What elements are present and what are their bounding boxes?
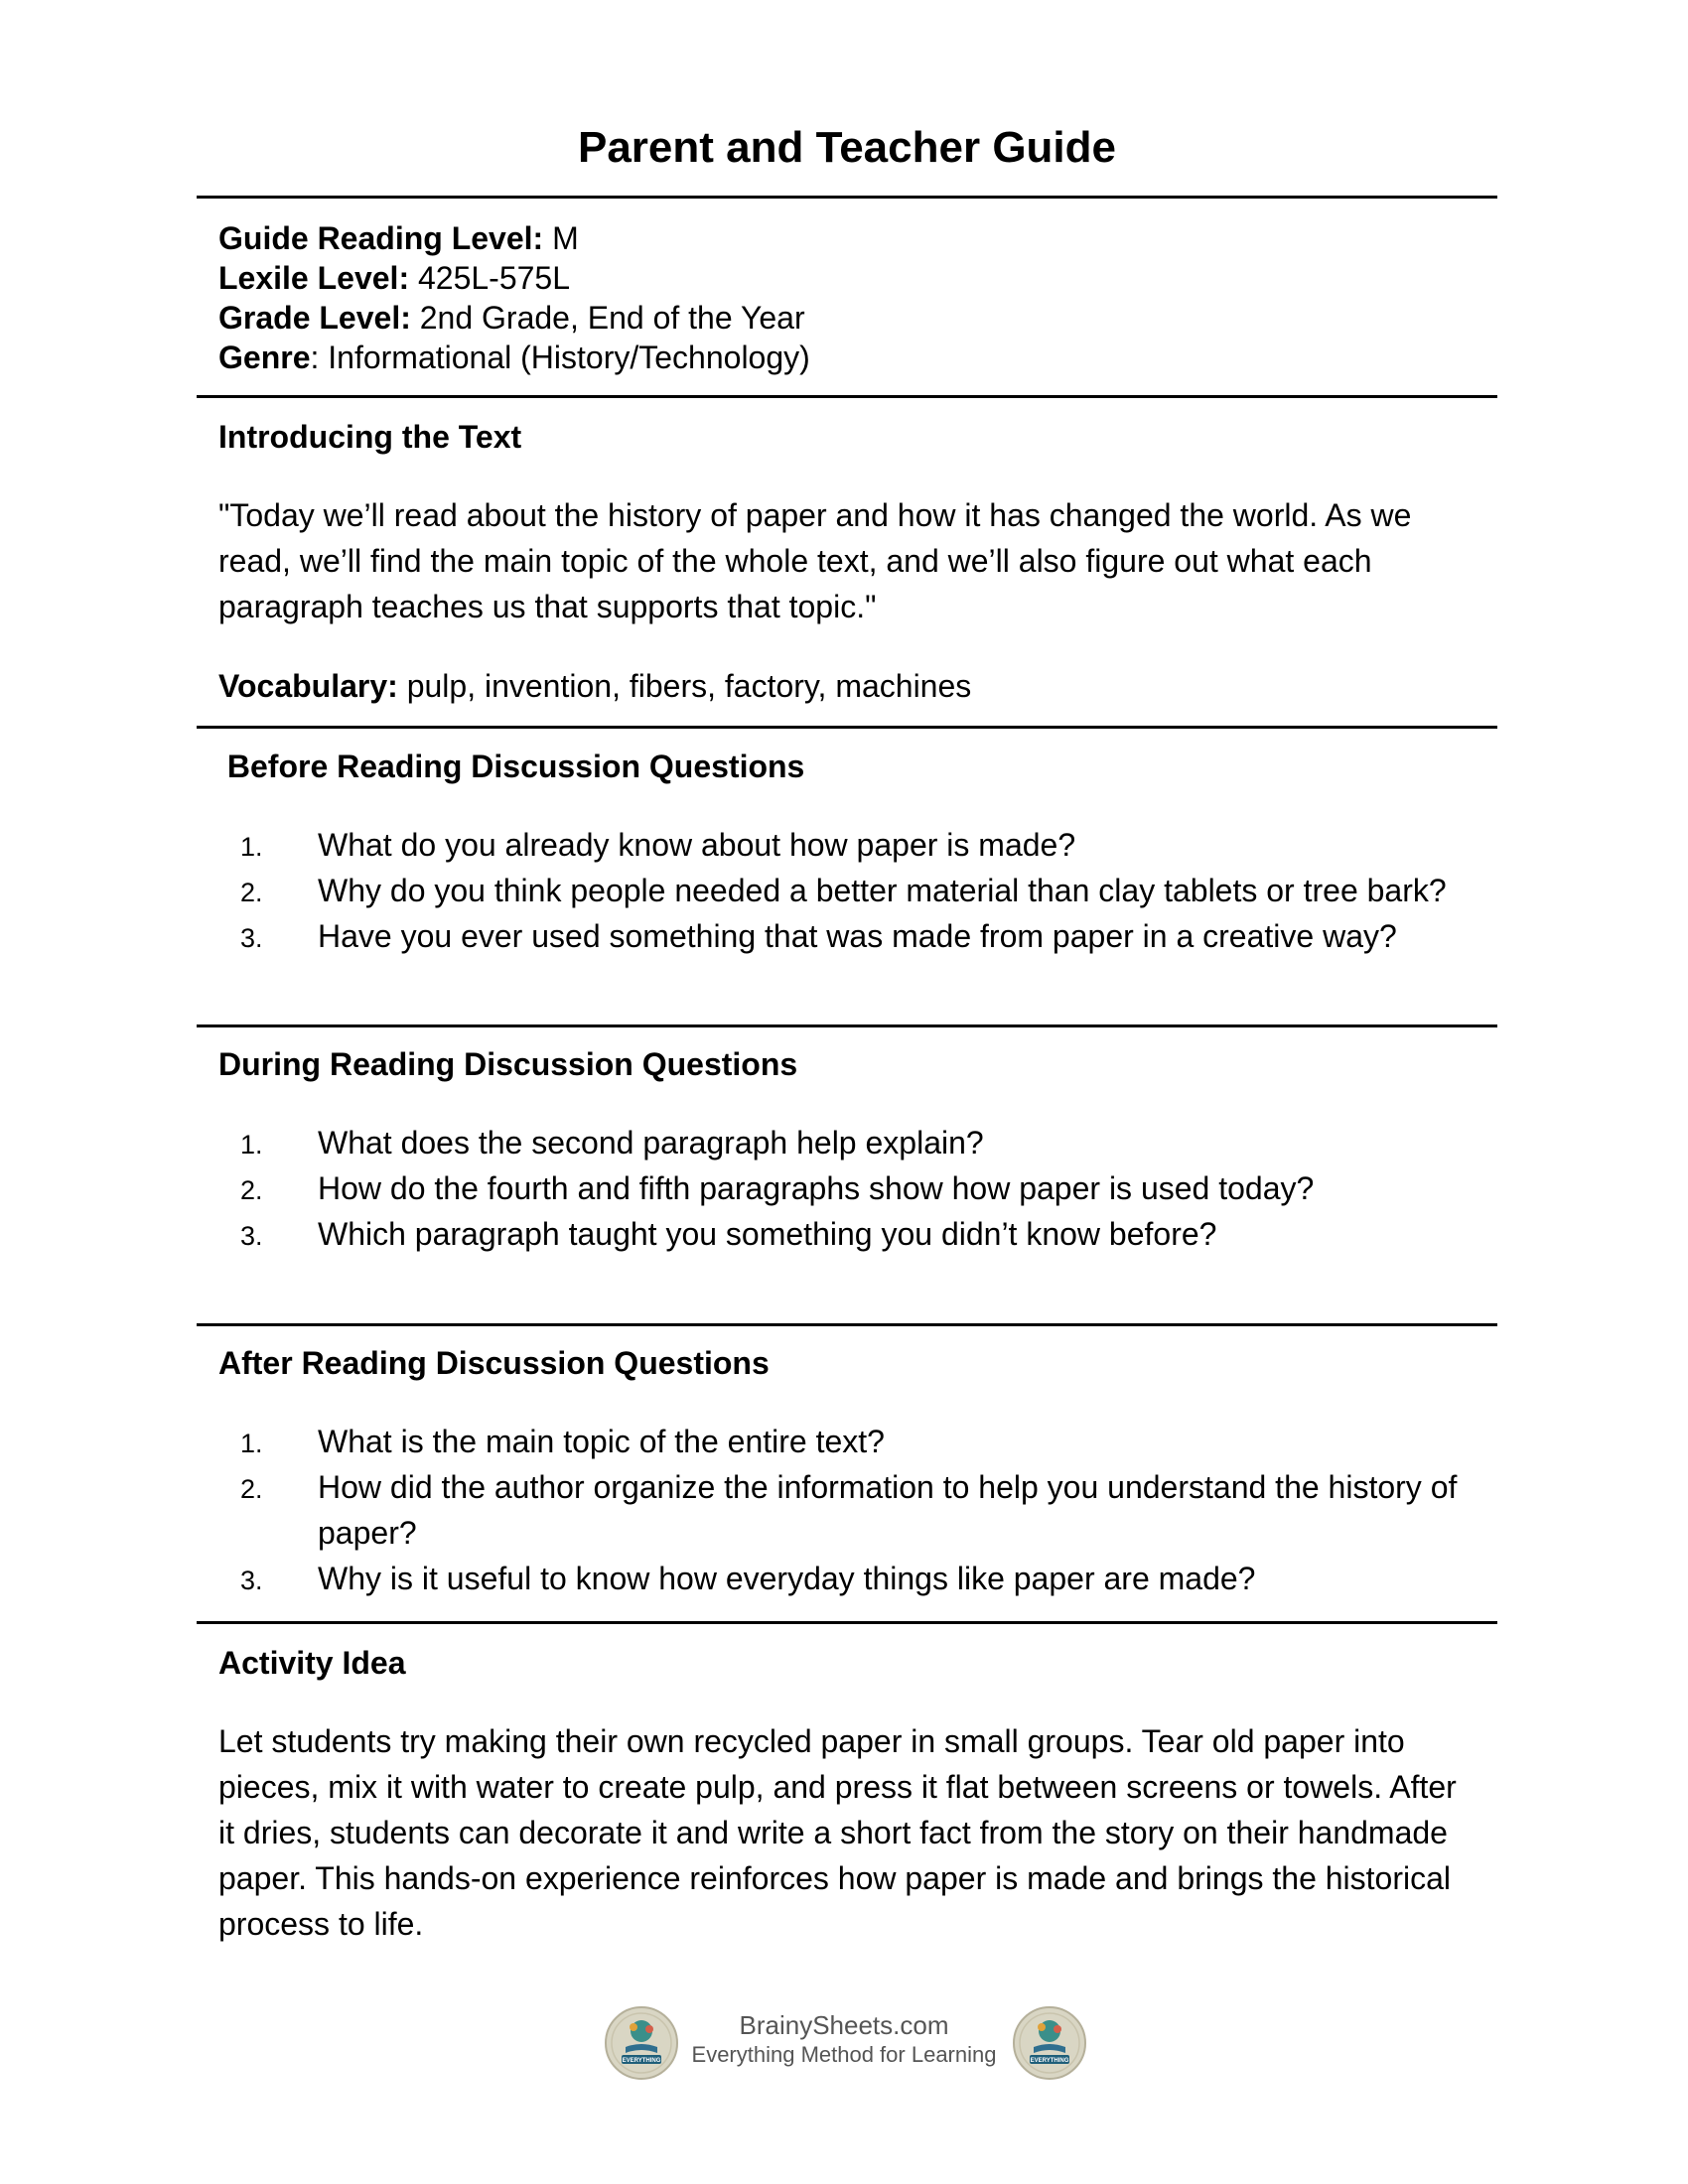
question-text: Why do you think people needed a better material than clay tablets or tree bark? [318, 873, 1447, 908]
meta-label: Guide Reading Level: [218, 220, 544, 256]
list-item [218, 1120, 1479, 1165]
divider [197, 726, 1497, 729]
introducing-text: "Today we’ll read about the history of paper and how it has changed the world. As we read, we’ll find the main topic of the whole text, and we’ll also figure out what each paragraph teaches us that supports that topic." [218, 497, 1412, 624]
divider [197, 395, 1497, 398]
question-number: 3. [240, 923, 263, 953]
list-item [218, 913, 1479, 959]
meta-reading-level [218, 218, 1479, 258]
during-heading: During Reading Discussion Questions [218, 1046, 798, 1082]
introducing-heading: Introducing the Text [218, 419, 522, 455]
meta-grade-level [218, 298, 1479, 338]
divider [197, 1621, 1497, 1624]
question-text: What do you already know about how paper is made? [318, 827, 1076, 863]
footer [0, 2005, 1688, 2085]
divider [197, 1323, 1497, 1326]
list-item [218, 1419, 1479, 1464]
meta-value: : Informational (History/Technology) [310, 340, 810, 375]
meta-value: M [543, 220, 579, 256]
meta-genre [218, 338, 1479, 377]
before-heading: Before Reading Discussion Questions [218, 749, 805, 784]
vocabulary-words: pulp, invention, fibers, factory, machines [397, 668, 972, 704]
divider [197, 1024, 1497, 1027]
question-number: 2. [240, 1474, 263, 1504]
list-item [218, 868, 1479, 913]
question-text: Which paragraph taught you something you didn’t know before? [318, 1216, 1217, 1252]
footer-tagline: Everything Method for Learning [691, 2042, 997, 2067]
meta-label: Genre [218, 340, 311, 375]
seal-label: EVERYTHING [1030, 2058, 1069, 2064]
question-number: 1. [240, 1429, 263, 1458]
footer-site: BrainySheets.com [739, 2010, 949, 2040]
question-number: 2. [240, 1175, 263, 1205]
page-title: Parent and Teacher Guide [577, 123, 1116, 172]
question-text: Have you ever used something that was made from paper in a creative way? [318, 918, 1397, 954]
after-questions [218, 1419, 1479, 1601]
vocabulary-line [218, 663, 1479, 709]
question-number: 1. [240, 832, 263, 862]
before-questions [218, 822, 1479, 959]
vocabulary-label: Vocabulary: [218, 668, 398, 704]
divider [197, 196, 1497, 199]
list-item [218, 1556, 1479, 1601]
seal-label: EVERYTHING [622, 2058, 661, 2064]
question-number: 1. [240, 1130, 263, 1160]
question-number: 3. [240, 1566, 263, 1595]
meta-label: Lexile Level: [218, 260, 410, 296]
meta-lexile-level [218, 258, 1479, 298]
question-text: How did the author organize the information to help you understand the history of paper? [318, 1469, 1458, 1551]
question-text: How do the fourth and fifth paragraphs show how paper is used today? [318, 1170, 1315, 1206]
question-text: Why is it useful to know how everyday things like paper are made? [318, 1561, 1256, 1596]
question-number: 3. [240, 1221, 263, 1251]
brainysheets-logo-icon [1012, 2005, 1087, 2081]
list-item [218, 822, 1479, 868]
question-number: 2. [240, 878, 263, 907]
meta-value: 425L-575L [409, 260, 571, 296]
during-questions [218, 1120, 1479, 1257]
question-text: What does the second paragraph help explain? [318, 1125, 984, 1160]
footer-brand [685, 2009, 1003, 2069]
activity-text: Let students try making their own recycled paper in small groups. Tear old paper into pieces, mix it with water to create pulp, and press it flat between screens or towels. After it dries, students can decorate it and write a short fact from the story on their handmade paper. This hands-on experience reinforces how paper is made and brings the historical process to life. [218, 1723, 1457, 1942]
question-text: What is the main topic of the entire text? [318, 1424, 885, 1459]
after-heading: After Reading Discussion Questions [218, 1345, 770, 1381]
list-item [218, 1165, 1479, 1211]
brainysheets-logo-icon [604, 2005, 679, 2081]
meta-block [218, 218, 1479, 377]
guide-page [197, 0, 1497, 2184]
list-item [218, 1464, 1479, 1556]
list-item [218, 1211, 1479, 1257]
meta-value: 2nd Grade, End of the Year [410, 300, 805, 336]
activity-heading: Activity Idea [218, 1645, 406, 1681]
meta-label: Grade Level: [218, 300, 411, 336]
